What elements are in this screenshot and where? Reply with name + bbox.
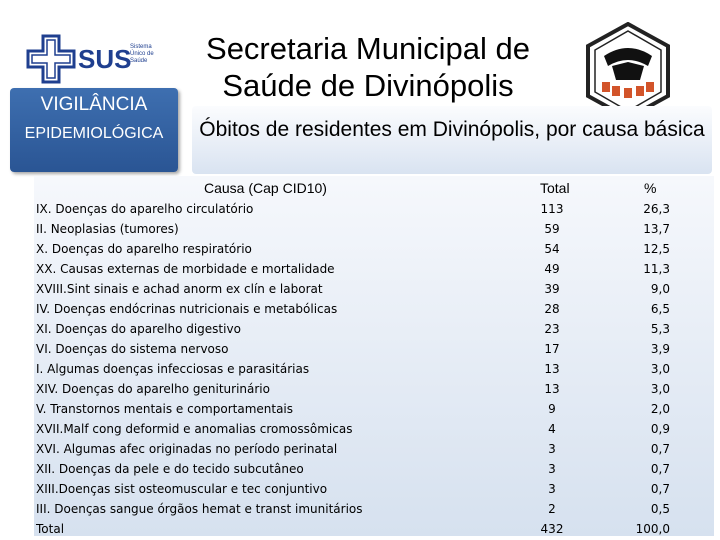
cause-cell: X. Doenças do aparelho respiratório <box>36 242 252 256</box>
cause-cell: II. Neoplasias (tumores) <box>36 222 179 236</box>
total-cell: 9 <box>548 402 556 416</box>
total-cell: 2 <box>548 502 556 516</box>
total-cell: 13 <box>544 362 560 376</box>
table-row <box>36 399 716 419</box>
total-cell: 3 <box>548 442 556 456</box>
sus-logo-small-text: Sistema Único de Saúde <box>130 44 154 64</box>
table-row <box>36 199 716 219</box>
cause-cell: XX. Causas externas de morbidade e mortalidade <box>36 262 335 276</box>
percent-cell: 26,3 <box>643 202 670 216</box>
cause-cell: XIII.Doenças sist osteomuscular e tec conjuntivo <box>36 482 328 496</box>
percent-cell: 3,0 <box>650 362 670 376</box>
page-subtitle: Óbitos de residentes em Divinópolis, por causa básica <box>199 118 705 141</box>
table-row <box>36 279 716 299</box>
cause-cell: IV. Doenças endócrinas nutricionais e metabólicas <box>36 302 338 316</box>
percent-cell: 3,9 <box>650 342 670 356</box>
table-row <box>36 379 716 399</box>
total-cell: 17 <box>544 342 560 356</box>
cause-cell: XII. Doenças da pele e do tecido subcutâneo <box>36 462 304 476</box>
cause-cell: XVII.Malf cong deformid e anomalias cromossômicas <box>36 422 353 436</box>
total-cell: 13 <box>544 382 560 396</box>
vigilancia-title: VIGILÂNCIA <box>40 94 148 115</box>
table-row <box>36 239 716 259</box>
percent-cell: 100,0 <box>635 522 670 536</box>
cause-cell: V. Transtornos mentais e comportamentais <box>36 402 294 416</box>
table-row <box>36 499 716 519</box>
percent-cell: 13,7 <box>643 222 670 236</box>
total-cell: 49 <box>544 262 560 276</box>
total-cell: 3 <box>548 482 556 496</box>
table-row <box>36 419 716 439</box>
table-row <box>36 439 716 459</box>
cause-cell: Total <box>36 522 65 536</box>
table-row <box>36 219 716 239</box>
column-header-causa: Causa (Cap CID10) <box>204 180 327 196</box>
percent-cell: 6,5 <box>650 302 670 316</box>
table-row <box>36 459 716 479</box>
total-cell: 28 <box>544 302 560 316</box>
total-cell: 432 <box>540 522 564 536</box>
cause-cell: VI. Doenças do sistema nervoso <box>36 342 229 356</box>
sus-logo-text: SUS <box>78 44 132 74</box>
percent-cell: 12,5 <box>643 242 670 256</box>
table-row <box>36 339 716 359</box>
total-cell: 113 <box>540 202 564 216</box>
cause-cell: XI. Doenças do aparelho digestivo <box>36 322 241 336</box>
percent-cell: 3,0 <box>650 382 670 396</box>
percent-cell: 0,7 <box>650 482 670 496</box>
column-header-percent: % <box>644 180 657 196</box>
percent-cell: 0,7 <box>650 442 670 456</box>
column-header-total: Total <box>540 180 570 196</box>
total-cell: 4 <box>548 422 556 436</box>
vigilancia-box <box>10 88 178 172</box>
cause-cell: XIV. Doenças do aparelho geniturinário <box>36 382 270 396</box>
percent-cell: 11,3 <box>643 262 670 276</box>
percent-cell: 0,9 <box>650 422 670 436</box>
vigilancia-subtitle: EPIDEMIOLÓGICA <box>24 125 164 142</box>
total-cell: 3 <box>548 462 556 476</box>
percent-cell: 9,0 <box>650 282 670 296</box>
table-row <box>36 259 716 279</box>
sus-logo <box>22 30 162 88</box>
cause-cell: XVI. Algumas afec originadas no período perinatal <box>36 442 338 456</box>
total-cell: 39 <box>544 282 560 296</box>
table-row <box>36 359 716 379</box>
percent-cell: 2,0 <box>650 402 670 416</box>
table-row <box>36 299 716 319</box>
total-cell: 59 <box>544 222 560 236</box>
sus-cross-icon <box>26 34 76 84</box>
cause-cell: III. Doenças sangue órgãos hemat e transt imunitários <box>36 502 363 516</box>
total-cell: 23 <box>544 322 560 336</box>
secretaria-title: Secretaria Municipal de Saúde de Divinópolis <box>206 31 530 103</box>
cause-cell: I. Algumas doenças infecciosas e parasitárias <box>36 362 310 376</box>
table-body <box>36 199 716 539</box>
cause-cell: XVIII.Sint sinais e achad anorm ex clín e laborat <box>36 282 323 296</box>
total-cell: 54 <box>544 242 560 256</box>
percent-cell: 5,3 <box>650 322 670 336</box>
table-row <box>36 479 716 499</box>
cause-cell: IX. Doenças do aparelho circulatório <box>36 202 254 216</box>
percent-cell: 0,7 <box>650 462 670 476</box>
percent-cell: 0,5 <box>650 502 670 516</box>
table-row <box>36 519 716 539</box>
table-row <box>36 319 716 339</box>
